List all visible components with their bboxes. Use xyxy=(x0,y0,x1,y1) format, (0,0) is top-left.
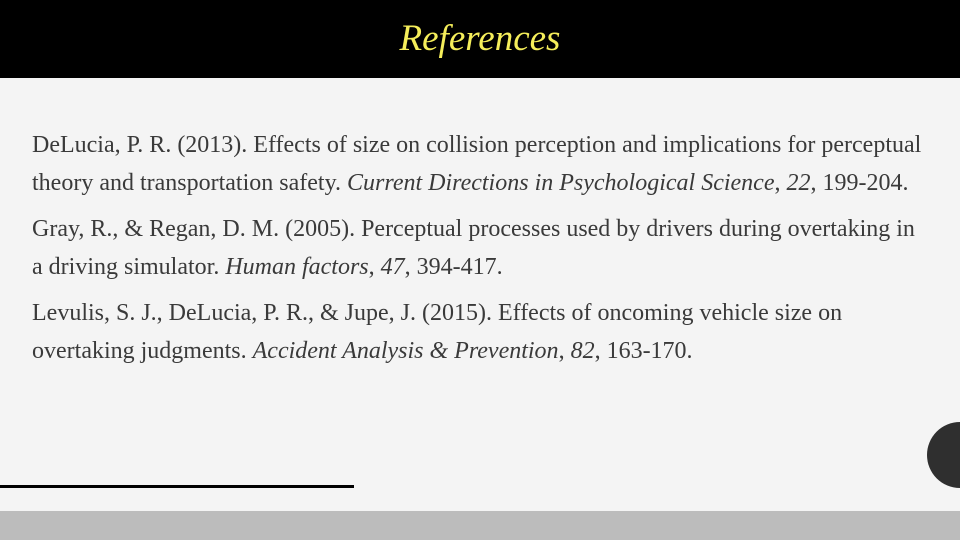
reference-separator: , xyxy=(558,337,571,364)
reference-pages: , 163-170. xyxy=(594,337,693,364)
slide-title: References xyxy=(399,18,561,59)
reference-journal: Current Directions in Psychological Science xyxy=(347,169,775,196)
bottom-divider xyxy=(0,485,354,488)
reference-pages: , 394-417. xyxy=(404,253,503,280)
reference-volume: 82 xyxy=(570,337,595,364)
reference-item xyxy=(32,295,922,370)
reference-item xyxy=(32,127,922,202)
reference-text: Gray, R., & Regan, D. M. (2005). Perceptual processes used by drivers during overtaking in a driving simulator. xyxy=(32,216,915,280)
reference-volume: 47 xyxy=(380,253,405,280)
reference-journal: Accident Analysis & Prevention xyxy=(252,337,559,364)
reference-text: DeLucia, P. R. (2013). Effects of size on collision perception and implications for perceptual theory and transportation safety. xyxy=(32,132,922,196)
bottom-band xyxy=(0,511,960,540)
decorative-circle xyxy=(927,422,960,488)
reference-pages: , 199-204. xyxy=(810,169,909,196)
reference-separator: , xyxy=(368,253,381,280)
reference-list xyxy=(32,127,922,379)
reference-journal: Human factors xyxy=(225,253,369,280)
reference-separator: , xyxy=(774,169,787,196)
reference-text: Levulis, S. J., DeLucia, P. R., & Jupe, J. (2015). Effects of oncoming vehicle size on overtaking judgments. xyxy=(32,300,843,364)
reference-item xyxy=(32,211,922,286)
reference-volume: 22 xyxy=(786,169,811,196)
